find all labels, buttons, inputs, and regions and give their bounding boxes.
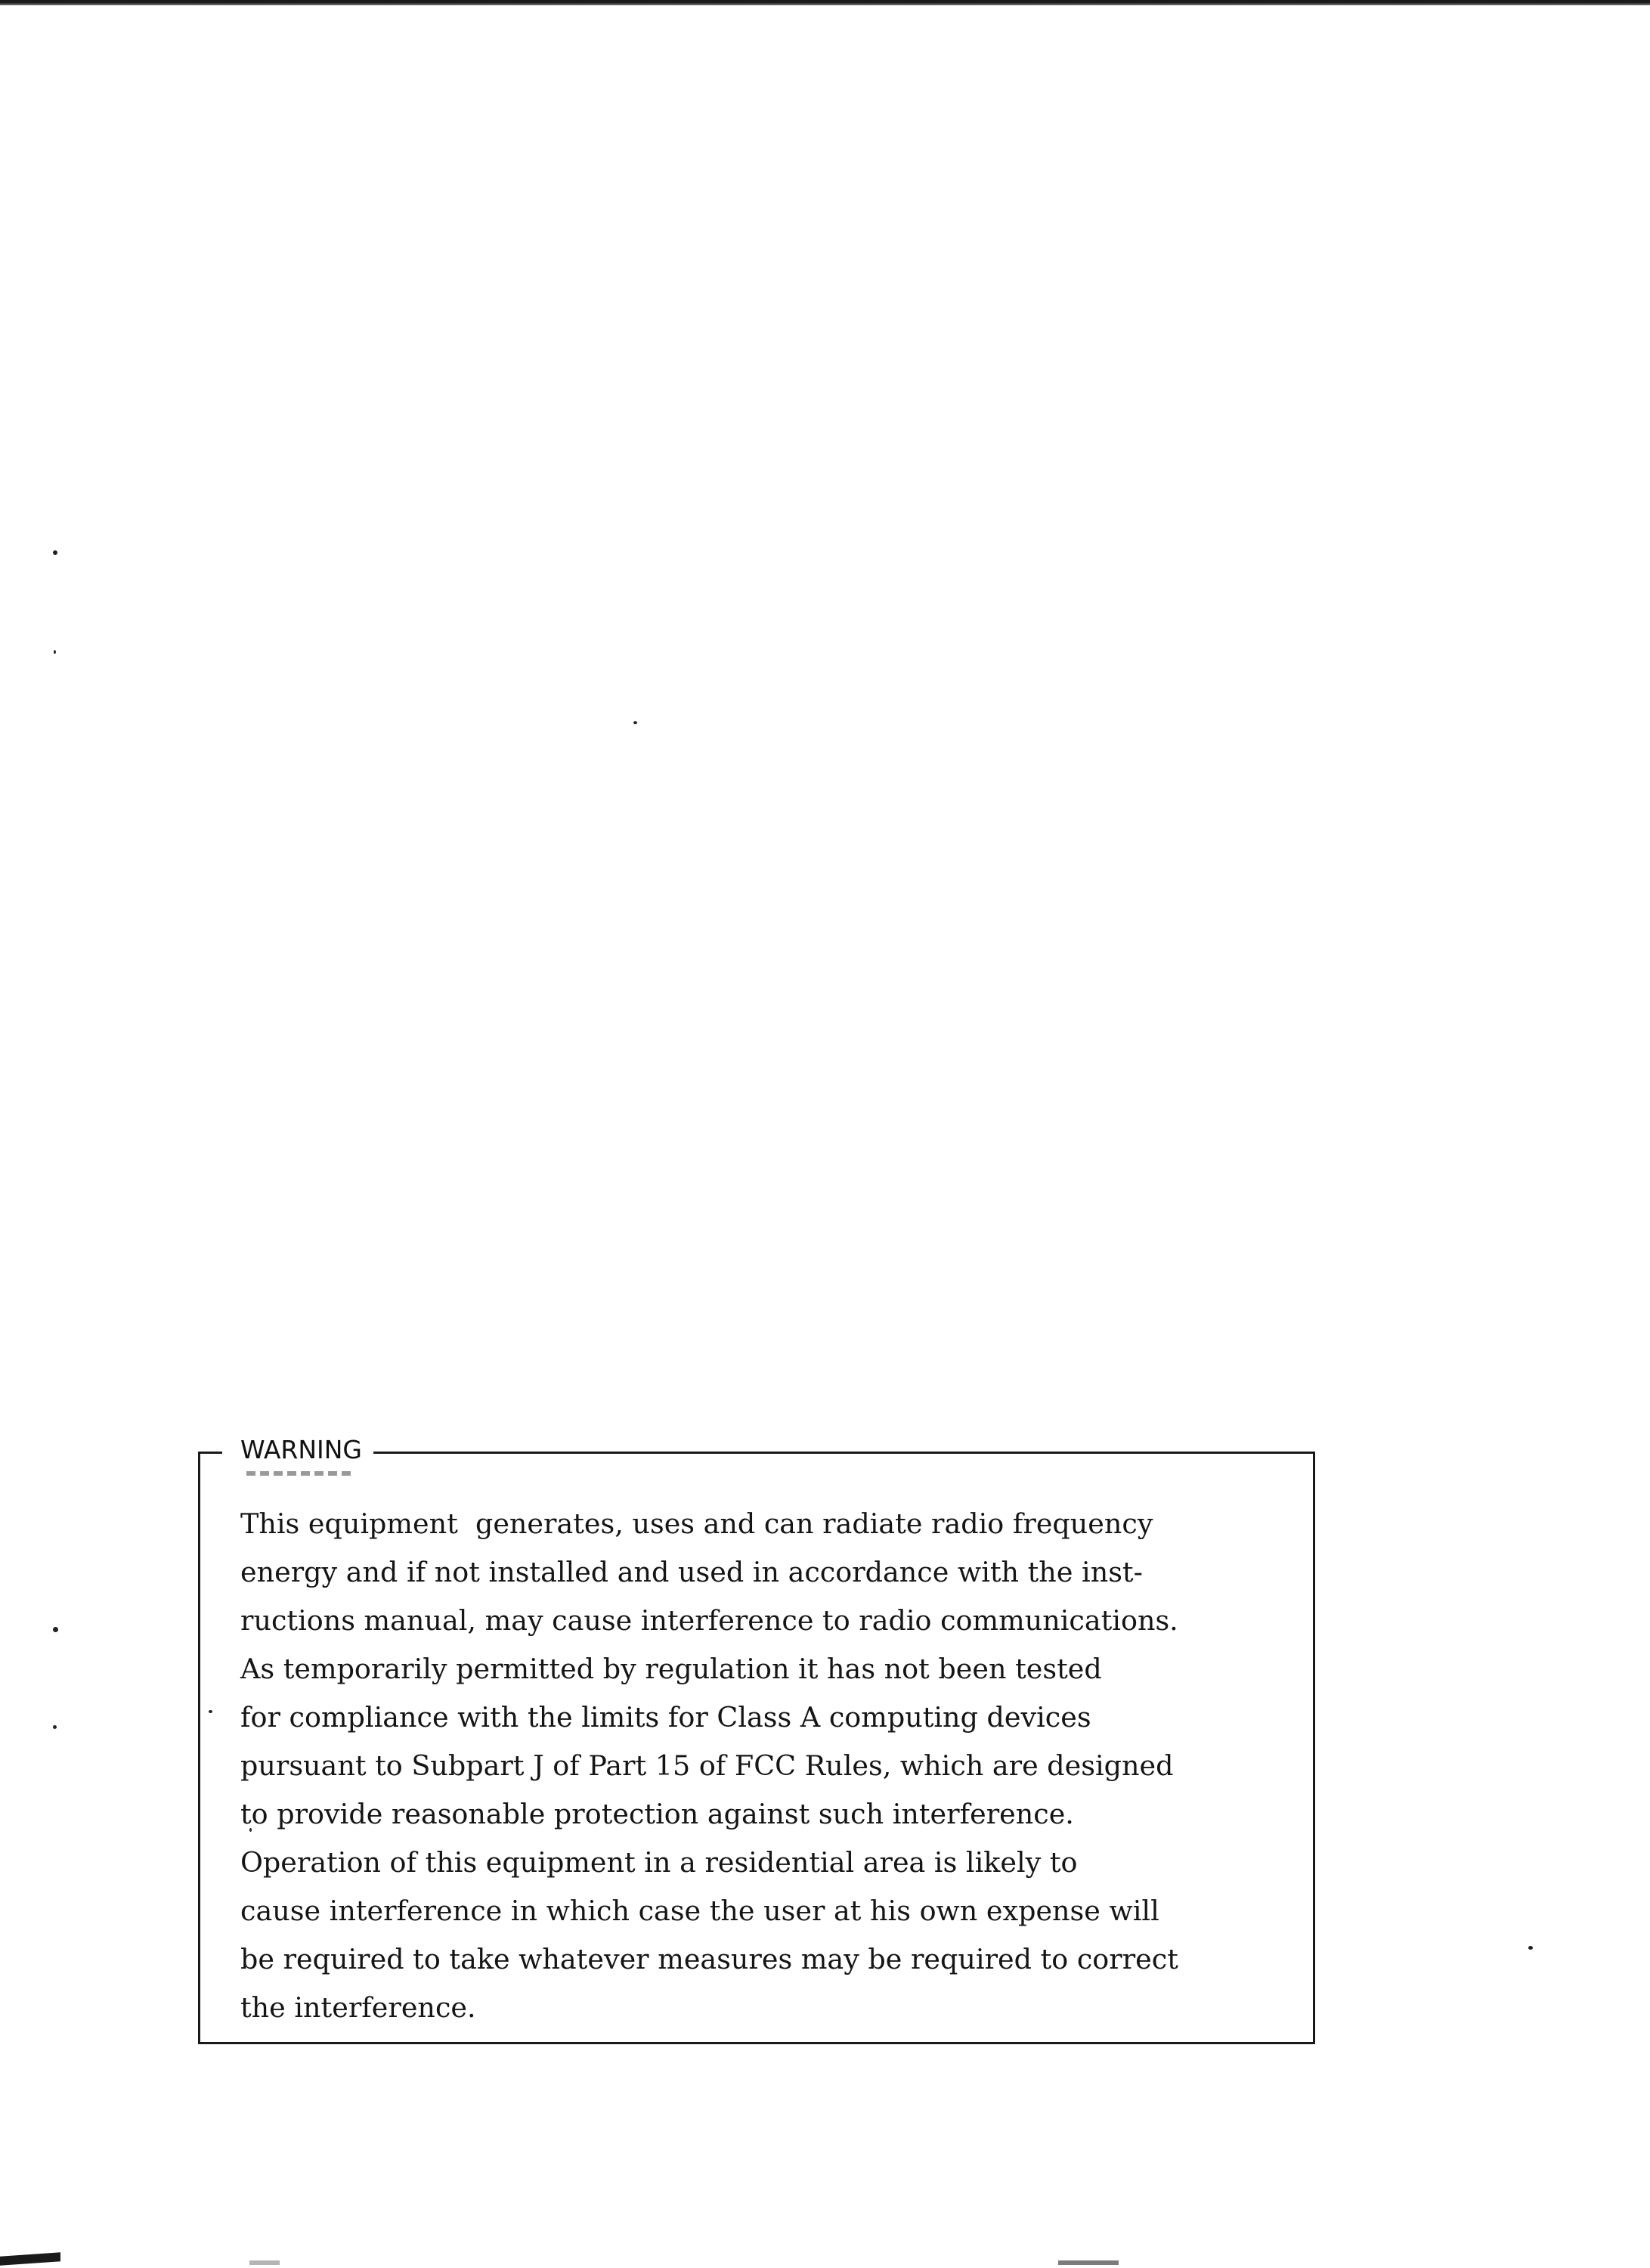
warning-line: pursuant to Subpart J of Part 15 of FCC Rules, which are designed	[240, 1749, 1174, 1782]
warning-line: ructions manual, may cause interference to radio communications.	[240, 1604, 1178, 1637]
warning-line: to provide reasonable protection against such interference.	[240, 1798, 1074, 1830]
page-bottom-edge	[0, 2252, 60, 2266]
scan-speck	[53, 1725, 57, 1729]
scan-speck	[54, 650, 56, 654]
warning-line: As temporarily permitted by regulation it has not been tested	[240, 1653, 1102, 1685]
scan-speck	[53, 1627, 58, 1632]
warning-line: energy and if not installed and used in accordance with the inst-	[240, 1556, 1143, 1588]
warning-line: Operation of this equipment in a residential area is likely to	[240, 1846, 1078, 1879]
scan-mark	[1058, 2260, 1119, 2265]
scan-speck	[1528, 1946, 1533, 1950]
warning-text	[240, 1500, 1314, 2032]
page-top-edge	[0, 0, 1650, 5]
scan-speck	[633, 721, 637, 724]
scan-mark	[249, 2260, 280, 2265]
scan-speck	[53, 550, 57, 555]
warning-line: This equipment generates, uses and can radiate radio frequency	[240, 1507, 1153, 1540]
warning-title-underline	[246, 1471, 352, 1476]
warning-line: for compliance with the limits for Class A computing devices	[240, 1701, 1091, 1734]
warning-line: be required to take whatever measures may be required to correct	[240, 1943, 1178, 1975]
warning-title: WARNING	[240, 1435, 363, 1464]
warning-line: cause interference in which case the user at his own expense will	[240, 1895, 1159, 1927]
warning-line: the interference.	[240, 1991, 476, 2024]
